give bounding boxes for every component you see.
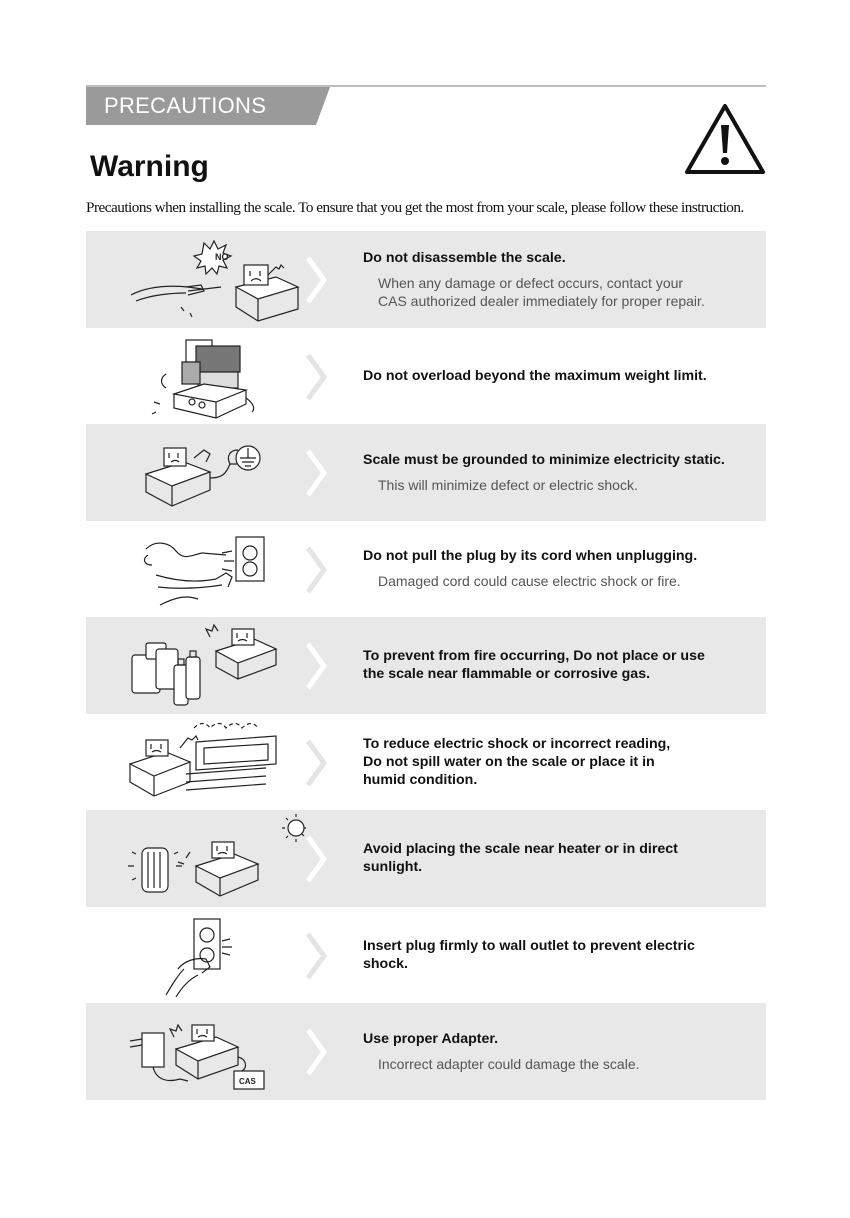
grounding-illustration [126,428,306,516]
precaution-row [86,328,766,425]
precaution-title: Do not pull the plug by its cord when unplugging. [363,548,698,565]
precaution-title: Use proper Adapter. [363,1030,499,1047]
disassemble-scale-illustration [126,235,306,323]
precaution-text [363,231,763,328]
precaution-text [363,328,763,425]
no-sign-label: NO [215,252,229,262]
precaution-description: Incorrect adapter could damage the scale. [378,1055,640,1072]
water-humidity-illustration [126,718,306,806]
adapter-illustration [126,1007,306,1095]
wall-outlet-illustration [126,911,306,999]
precaution-row [86,424,766,521]
precaution-title: Avoid placing the scale near heater or in direct sunlight. [363,841,678,876]
precaution-title: Insert plug firmly to wall outlet to prevent electric shock. [363,937,695,972]
pull-plug-illustration [126,525,306,613]
precaution-text [363,714,763,811]
adapter-box-label: CAS [239,1077,256,1086]
chevron-right-icon [304,448,328,498]
precaution-text [363,424,763,521]
warning-triangle-icon [684,103,766,175]
precaution-title: Do not disassemble the scale. [363,249,566,266]
precaution-row [86,521,766,618]
chevron-right-icon [304,738,328,788]
precaution-title: To reduce electric shock or incorrect reading, Do not spill water on the scale or place it in humid condition. [363,735,671,788]
intro-text: Precautions when installing the scale. To ensure that you get the most from your scale, please follow these instruction. [86,199,744,216]
overload-scale-illustration [126,332,306,420]
precaution-text [363,907,763,1004]
chevron-right-icon [304,255,328,305]
chevron-right-icon [304,641,328,691]
precaution-row [86,1003,766,1100]
chevron-right-icon [304,1027,328,1077]
precaution-row [86,907,766,1004]
warning-heading: Warning [90,150,209,183]
precaution-row [86,617,766,714]
precaution-row [86,231,766,328]
precaution-row [86,714,766,811]
chevron-right-icon [304,352,328,402]
precaution-title: To prevent from fire occurring, Do not place or use the scale near flammable or corrosive gas. [363,648,705,683]
precaution-text [363,617,763,714]
section-title: PRECAUTIONS [104,93,267,118]
precaution-text [363,1003,763,1100]
precaution-description: This will minimize defect or electric shock. [378,476,638,493]
precaution-title: Do not overload beyond the maximum weight limit. [363,367,707,384]
precaution-text [363,810,763,907]
precaution-description: Damaged cord could cause electric shock or fire. [378,573,681,590]
precaution-title: Scale must be grounded to minimize electricity static. [363,451,725,468]
precautions-list [86,231,766,1100]
flammable-gas-illustration [126,621,306,709]
chevron-right-icon [304,545,328,595]
precaution-text [363,521,763,618]
chevron-right-icon [304,931,328,981]
precaution-description: When any damage or defect occurs, contact your CAS authorized dealer immediately for proper repair. [378,274,705,309]
section-banner [86,87,330,125]
chevron-right-icon [304,834,328,884]
heater-sunlight-illustration [126,814,306,902]
precaution-row [86,810,766,907]
